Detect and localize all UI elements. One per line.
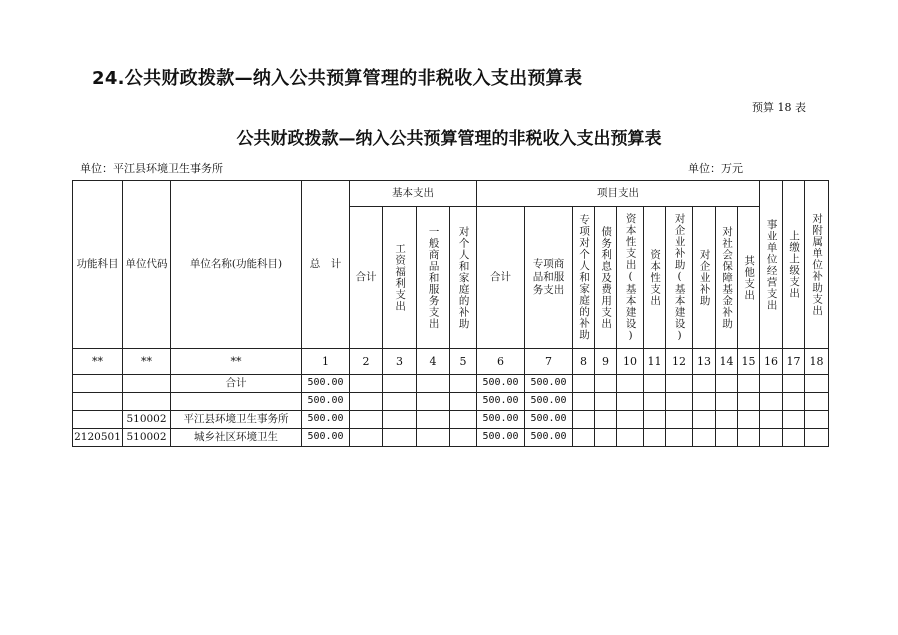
header-business: 事业单位经营支出 (760, 181, 783, 349)
index-cell: 12 (666, 349, 693, 375)
header-social: 对社会保障基金补助 (716, 207, 738, 349)
table-row (73, 411, 829, 429)
table-row (73, 429, 829, 447)
cell-total: 500.00 (302, 429, 350, 447)
index-cell: 17 (783, 349, 805, 375)
cell-unit-name: 平江县环境卫生事务所 (171, 411, 302, 429)
header-special-goods: 专项商品和服务支出 (525, 207, 573, 349)
index-cell: 16 (760, 349, 783, 375)
header-basic-total: 合计 (350, 207, 383, 349)
index-cell: 18 (805, 349, 829, 375)
header-project-group: 项目支出 (477, 181, 760, 207)
cell-unit-name: 城乡社区环境卫生 (171, 429, 302, 447)
header-wages: 工资福利支出 (383, 207, 417, 349)
cell-unit-code (123, 393, 171, 411)
table-row (73, 375, 829, 393)
header-debt: 债务利息及费用支出 (595, 207, 617, 349)
header-goods: 一般商品和服务支出 (417, 207, 450, 349)
section-title: 24.公共财政拨款—纳入公共预算管理的非税收入支出预算表 (92, 68, 583, 89)
cell-func-code (73, 393, 123, 411)
index-cell: 11 (644, 349, 666, 375)
header-affiliated: 对附属单位补助支出 (805, 181, 829, 349)
index-cell: ** (123, 349, 171, 375)
header-enterprise: 对企业补助 (693, 207, 716, 349)
index-cell: 5 (450, 349, 477, 375)
header-func-code: 功能科目 (73, 181, 123, 349)
cell-project-total: 500.00 (477, 393, 525, 411)
cell-unit-code (123, 375, 171, 393)
header-total: 总 计 (302, 181, 350, 349)
index-cell: 14 (716, 349, 738, 375)
index-cell: 10 (617, 349, 644, 375)
header-unit-name: 单位名称(功能科目) (171, 181, 302, 349)
index-row (73, 349, 829, 375)
cell-unit-code: 510002 (123, 411, 171, 429)
header-unit-code: 单位代码 (123, 181, 171, 349)
cell-special-goods: 500.00 (525, 411, 573, 429)
cell-func-code: 2120501 (73, 429, 123, 447)
organization-unit: 单位：平江县环境卫生事务所 (80, 162, 223, 175)
header-project-total: 合计 (477, 207, 525, 349)
index-cell: 9 (595, 349, 617, 375)
header-capital: 资本性支出 (644, 207, 666, 349)
header-other: 其他支出 (738, 207, 760, 349)
index-cell: 13 (693, 349, 716, 375)
header-enterprise-basic: 对企业补助(基本建设) (666, 207, 693, 349)
cell-total: 500.00 (302, 411, 350, 429)
cell-special-goods: 500.00 (525, 429, 573, 447)
cell-project-total: 500.00 (477, 375, 525, 393)
document-title: 公共财政拨款—纳入公共预算管理的非税收入支出预算表 (236, 129, 662, 149)
cell-project-total: 500.00 (477, 411, 525, 429)
index-cell: 15 (738, 349, 760, 375)
cell-total: 500.00 (302, 393, 350, 411)
cell-total: 500.00 (302, 375, 350, 393)
cell-unit-name (171, 393, 302, 411)
header-capital-basic: 资本性支出(基本建设) (617, 207, 644, 349)
cell-special-goods: 500.00 (525, 375, 573, 393)
table-number: 预算 18 表 (752, 101, 806, 114)
index-cell: 3 (383, 349, 417, 375)
index-cell: 6 (477, 349, 525, 375)
cell-project-total: 500.00 (477, 429, 525, 447)
header-remit: 上缴上级支出 (783, 181, 805, 349)
index-cell: 4 (417, 349, 450, 375)
cell-special-goods: 500.00 (525, 393, 573, 411)
index-cell: ** (73, 349, 123, 375)
header-basic-group: 基本支出 (350, 181, 477, 207)
index-cell: ** (171, 349, 302, 375)
budget-table (72, 180, 829, 447)
cell-unit-name: 合计 (171, 375, 302, 393)
index-cell: 2 (350, 349, 383, 375)
header-special-personal: 专项对个人和家庭的补助 (573, 207, 595, 349)
cell-unit-code: 510002 (123, 429, 171, 447)
header-personal: 对个人和家庭的补助 (450, 207, 477, 349)
index-cell: 1 (302, 349, 350, 375)
cell-func-code (73, 375, 123, 393)
index-cell: 7 (525, 349, 573, 375)
index-cell: 8 (573, 349, 595, 375)
currency-unit: 单位：万元 (688, 162, 743, 175)
cell-func-code (73, 411, 123, 429)
table-row (73, 393, 829, 411)
